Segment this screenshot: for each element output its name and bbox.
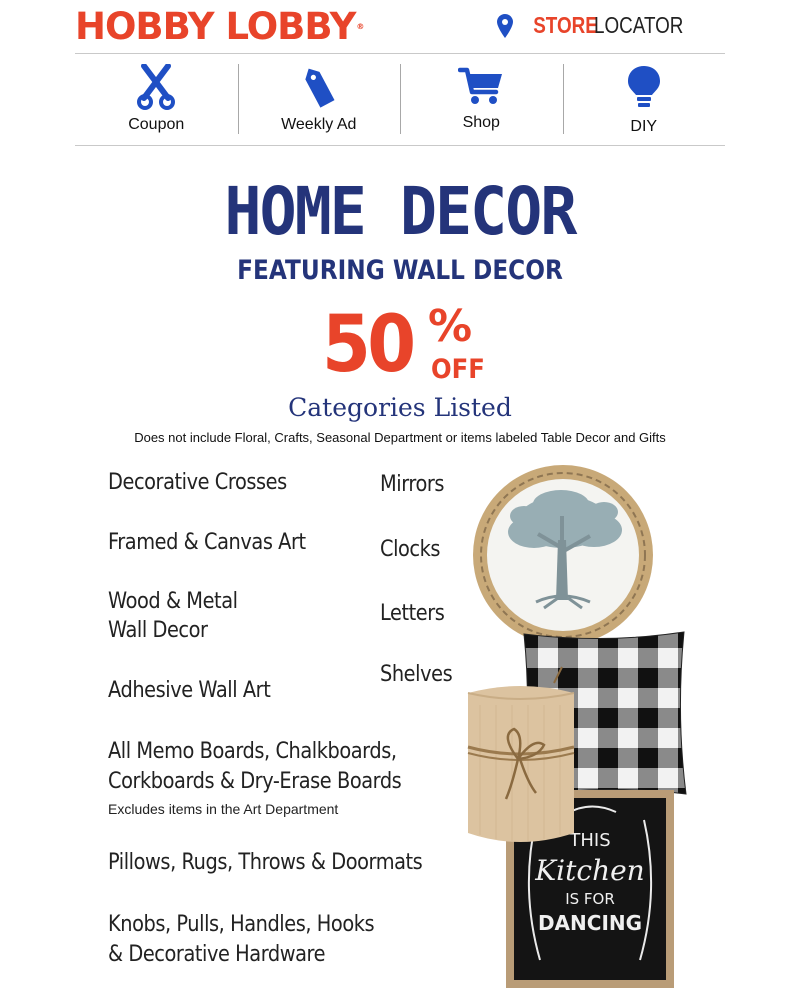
category-letters[interactable]: Letters <box>380 601 445 626</box>
category-wood-metal-line2[interactable]: Wall Decor <box>108 618 208 643</box>
main-nav <box>75 54 725 146</box>
disclaimer: Does not include Floral, Crafts, Seasonal Department or items labeled Table Decor and Gifts <box>134 430 666 445</box>
cart-icon <box>458 64 504 108</box>
sign-line-4: DANCING <box>537 911 643 935</box>
burlap-candle-image <box>462 665 580 853</box>
scissors-icon <box>136 64 176 110</box>
nav-shop[interactable] <box>400 54 563 145</box>
category-mirrors[interactable]: Mirrors <box>380 472 445 497</box>
store-label: STORE <box>533 12 598 38</box>
sign-line-3: IS FOR <box>565 890 615 908</box>
category-wood-metal-line1[interactable]: Wood & Metal <box>108 589 238 614</box>
nav-diy[interactable] <box>563 54 726 145</box>
category-framed-canvas-art[interactable]: Framed & Canvas Art <box>108 530 306 555</box>
page-subtitle: FEATURING WALL DECOR <box>237 255 563 286</box>
sign-line-1: THIS <box>569 830 611 851</box>
map-pin-icon <box>497 14 513 38</box>
category-memo-boards-line2[interactable]: Corkboards & Dry-Erase Boards <box>108 769 402 794</box>
header <box>75 0 725 54</box>
category-shelves[interactable]: Shelves <box>380 662 453 687</box>
category-pillows-rugs[interactable]: Pillows, Rugs, Throws & Doormats <box>108 850 423 875</box>
tag-icon <box>299 64 339 110</box>
hobby-lobby-logo[interactable] <box>75 7 363 47</box>
nav-weekly-ad-label: Weekly Ad <box>281 116 357 133</box>
lightbulb-icon <box>624 64 664 112</box>
nav-coupon-label: Coupon <box>128 116 185 133</box>
category-memo-boards-line1[interactable]: All Memo Boards, Chalkboards, <box>108 739 397 764</box>
tree-mirror-image <box>466 460 660 650</box>
memo-boards-note: Excludes items in the Art Department <box>108 801 339 817</box>
registered-mark: ® <box>356 22 364 31</box>
sign-line-2: Kitchen <box>535 854 645 887</box>
category-clocks[interactable]: Clocks <box>380 537 441 562</box>
store-locator-link[interactable] <box>497 12 703 39</box>
categories-heading: Categories Listed <box>288 393 512 422</box>
category-knobs-line1[interactable]: Knobs, Pulls, Handles, Hooks <box>108 912 375 937</box>
nav-weekly-ad[interactable] <box>238 54 401 145</box>
nav-diy-label: DIY <box>630 118 658 135</box>
discount-badge <box>322 298 502 393</box>
discount-percent: % <box>428 301 473 352</box>
nav-coupon[interactable] <box>75 54 238 145</box>
category-decorative-crosses[interactable]: Decorative Crosses <box>108 470 287 495</box>
logo-text: HOBBY LOBBY <box>75 5 356 48</box>
category-knobs-line2[interactable]: & Decorative Hardware <box>108 942 326 967</box>
discount-number: 50 <box>322 300 413 390</box>
locator-label: LOCATOR <box>593 12 684 38</box>
page-title: HOME DECOR <box>224 173 576 250</box>
discount-off: OFF <box>431 354 485 385</box>
nav-shop-label: Shop <box>462 114 500 131</box>
category-adhesive-wall-art[interactable]: Adhesive Wall Art <box>108 678 271 703</box>
